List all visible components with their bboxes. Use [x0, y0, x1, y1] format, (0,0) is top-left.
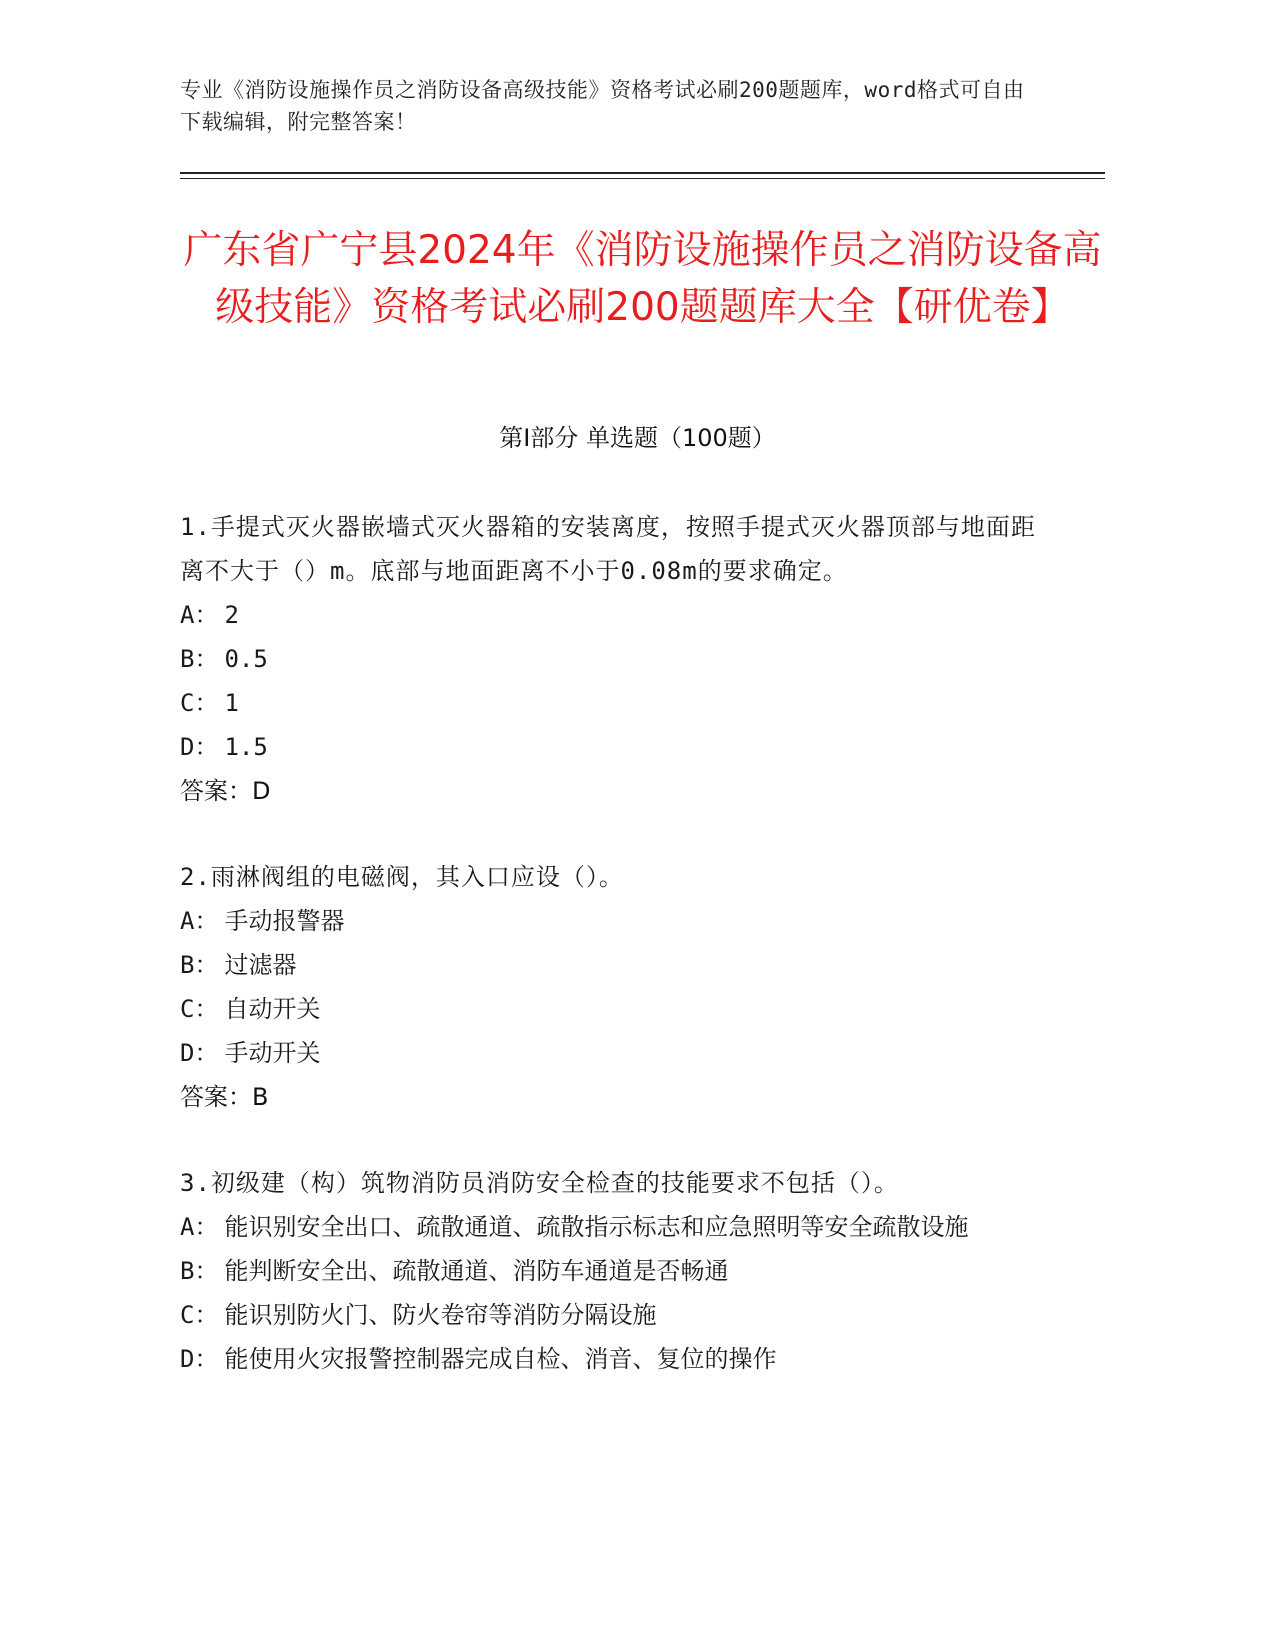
document-title: 广东省广宁县2024年《消防设施操作员之消防设备高级技能》资格考试必刷200题题库大全【研优卷】	[183, 228, 1102, 330]
question-1	[180, 505, 1040, 813]
question-3	[180, 1161, 1040, 1381]
option-c	[180, 681, 1040, 725]
question-list	[180, 505, 1040, 1423]
question-2	[180, 855, 1040, 1119]
option-c	[180, 987, 1040, 1031]
option-d	[180, 1031, 1040, 1075]
option-key: B：	[180, 1257, 219, 1285]
option-a	[180, 899, 1040, 943]
question-stem: 1.手提式灭火器嵌墙式灭火器箱的安装离度，按照手提式灭火器顶部与地面距离不大于（）m。底部与地面距离不小于0.08m的要求确定。	[180, 513, 1036, 585]
option-text: 手动开关	[224, 1039, 321, 1067]
option-b	[180, 1249, 1040, 1293]
answer-line: 答案：D	[180, 777, 271, 805]
option-text: 自动开关	[224, 995, 321, 1023]
option-key: D：	[180, 733, 219, 761]
option-c	[180, 1293, 1040, 1337]
option-d	[180, 725, 1040, 769]
header-rule-thick	[180, 172, 1105, 174]
option-text: 0.5	[224, 645, 268, 673]
option-key: A：	[180, 601, 219, 629]
section-heading: 第Ⅰ部分 单选题（100题）	[499, 424, 776, 452]
option-key: A：	[180, 1213, 219, 1241]
option-text: 能识别安全出口、疏散通道、疏散指示标志和应急照明等安全疏散设施	[224, 1213, 969, 1241]
option-key: D：	[180, 1345, 219, 1373]
option-text: 能判断安全出、疏散通道、消防车通道是否畅通	[224, 1257, 729, 1285]
option-key: A：	[180, 907, 219, 935]
option-text: 能识别防火门、防火卷帘等消防分隔设施	[224, 1301, 657, 1329]
option-text: 1.5	[224, 733, 268, 761]
option-key: D：	[180, 1039, 219, 1067]
option-key: C：	[180, 1301, 219, 1329]
option-text: 手动报警器	[224, 907, 345, 935]
option-key: B：	[180, 645, 219, 673]
option-b	[180, 637, 1040, 681]
option-key: B：	[180, 951, 219, 979]
option-key: C：	[180, 995, 219, 1023]
option-key: C：	[180, 689, 219, 717]
option-d	[180, 1337, 1040, 1381]
option-a	[180, 1205, 1040, 1249]
option-text: 1	[224, 689, 239, 717]
option-text: 能使用火灾报警控制器完成自检、消音、复位的操作	[224, 1345, 777, 1373]
option-text: 过滤器	[224, 951, 297, 979]
option-b	[180, 943, 1040, 987]
header-note: 专业《消防设施操作员之消防设备高级技能》资格考试必刷200题题库，word格式可自由下载编辑，附完整答案！	[180, 78, 1025, 134]
option-text: 2	[224, 601, 239, 629]
answer-line: 答案：B	[180, 1083, 269, 1111]
question-stem: 2.雨淋阀组的电磁阀，其入口应设（）。	[180, 863, 624, 891]
option-a	[180, 593, 1040, 637]
question-stem: 3.初级建（构）筑物消防员消防安全检查的技能要求不包括（）。	[180, 1169, 899, 1197]
header-rule-thin	[180, 178, 1105, 179]
